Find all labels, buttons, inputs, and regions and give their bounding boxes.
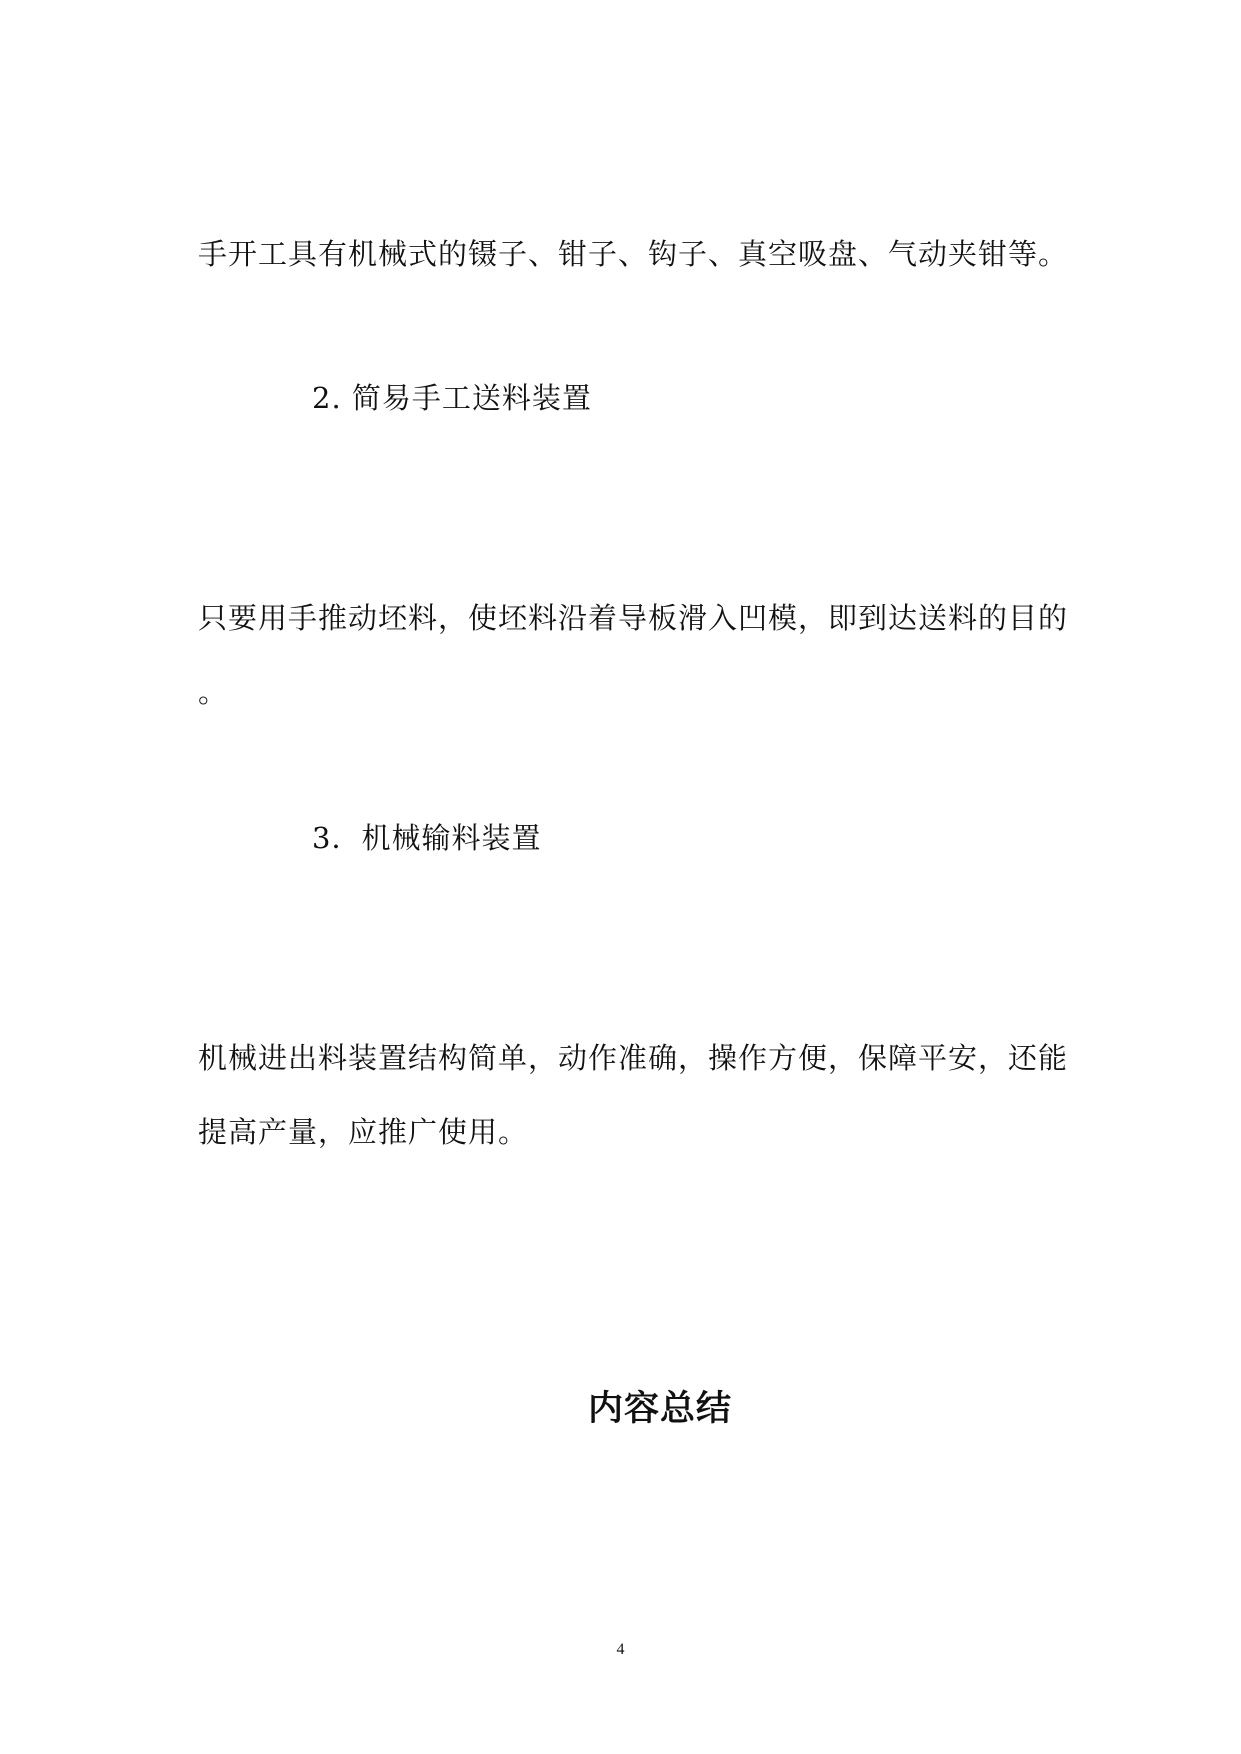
- paragraph-mechanical-feeding-line-1: 机械进出料装置结构简单，动作准确，操作方便，保障平安，还能: [198, 1041, 1069, 1075]
- paragraph-manual-feeding-line-2: 。: [198, 675, 229, 709]
- page-number: 4: [616, 1641, 625, 1658]
- paragraph-manual-feeding-line-1: 只要用手推动坯料，使坯料沿着导板滑入凹模，即到达送料的目的: [198, 601, 1069, 635]
- section-heading-mechanical-feeding: 3．机械输料装置: [312, 821, 542, 855]
- summary-title: 内容总结: [588, 1389, 733, 1429]
- paragraph-hand-tools: 手开工具有机械式的镊子、钳子、钩子、真空吸盘、气动夹钳等。: [198, 237, 1069, 271]
- section-heading-manual-feeding: 2. 简易手工送料装置: [312, 381, 592, 415]
- paragraph-mechanical-feeding-line-2: 提高产量，应推广使用。: [198, 1115, 529, 1149]
